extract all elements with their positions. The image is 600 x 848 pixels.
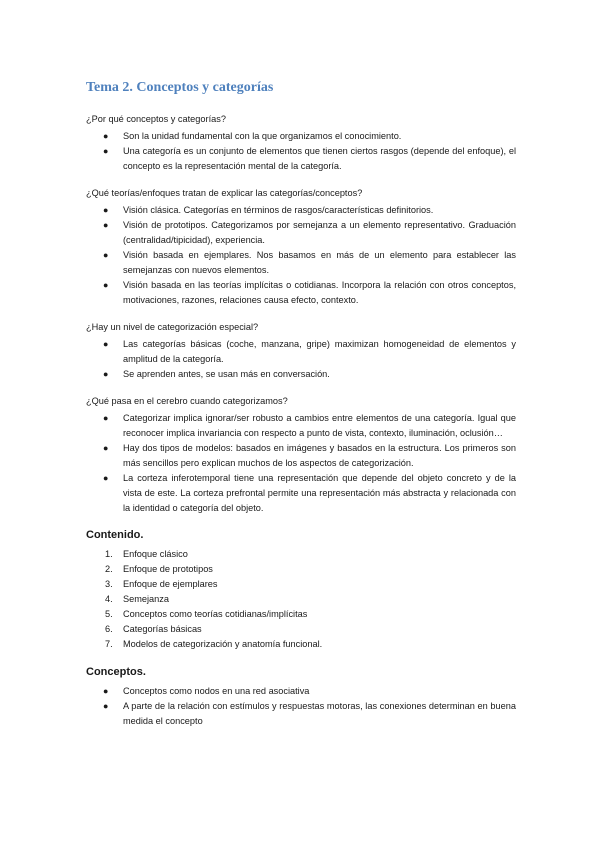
list-item: ● Categorizar implica ignorar/ser robusto a cambios entre elementos de una categoría. Igual que reconocer implica invariancia con respecto a punto de vista, contexto, iluminación, oclusión… [103,413,516,438]
list-item: ● Conceptos como nodos en una red asociativa [86,684,516,699]
list-item: ● Visión basada en ejemplares. Nos basamos en más de un elemento para establecer las semejanzas con nuevos elementos. [103,250,516,275]
bullet-icon: ● [103,473,109,483]
section-question: ¿Por qué conceptos y categorías? [86,114,226,124]
list-item: ● Las categorías básicas (coche, manzana, gripe) maximizan homogeneidad de elementos y amplitud de la categoría. [103,339,516,364]
list-item: 7. Modelos de categorización y anatomía funcional. [105,639,323,649]
section-4 [86,395,516,516]
section-question: ¿Qué pasa en el cerebro cuando categorizamos? [86,396,288,406]
list-item: ● La corteza inferotemporal tiene una representación que depende del objeto concreto y de la vista de este. La corteza prefrontal permite una representación más abstracta y relacionada con la identidad o categoría del objeto. [103,473,516,513]
section-3 [86,321,516,382]
list-item: ● Son la unidad fundamental con la que organizamos el conocimiento. [86,129,516,144]
section-question: ¿Hay un nivel de categorización especial? [86,322,259,332]
list-item: ● Visión basada en las teorías implícitas o cotidianas. Incorpora la relación con otros conceptos, motivaciones, razones, relaciones causa efecto, contexto. [103,280,516,305]
list-item: ● Una categoría es un conjunto de elementos que tienen ciertos rasgos (depende del enfoque), el concepto es la representación mental de la categoría. [103,146,516,171]
bullet-icon: ● [103,220,109,230]
list-item: ● Hay dos tipos de modelos: basados en imágenes y basados en la estructura. Los primeros son más sencillos pero explican muchos de los aspectos de categorización. [103,443,516,468]
bullet-icon: ● [103,146,109,156]
bullet-list [86,203,516,308]
bullet-icon: ● [103,443,109,453]
section-question: ¿Qué teorías/enfoques tratan de explicar las categorías/conceptos? [86,188,363,198]
bullet-icon: ● [103,250,109,260]
section-2 [86,187,516,308]
list-item: 1. Enfoque clásico [105,549,188,559]
contenido-section [86,529,516,652]
conceptos-heading: Conceptos. [86,666,146,678]
section-1 [86,113,516,174]
numbered-list [86,547,516,652]
bullet-list [86,337,516,382]
list-item: ● A parte de la relación con estímulos y respuestas motoras, las conexiones determinan en buena medida el concepto [103,701,516,726]
bullet-icon: ● [103,205,109,215]
list-item: ● Se aprenden antes, se usan más en conversación. [86,367,516,382]
bullet-icon: ● [103,339,109,349]
bullet-icon: ● [103,686,109,696]
list-item: 3. Enfoque de ejemplares [105,579,218,589]
bullet-list [86,129,516,174]
page-title: Tema 2. Conceptos y categorías [86,80,274,95]
list-item: ● Visión clásica. Categorías en términos de rasgos/características definitorios. [86,203,516,218]
list-item: ● Visión de prototipos. Categorizamos por semejanza a un elemento representativo. Graduación (centralidad/tipicidad), experiencia. [103,220,516,245]
bullet-list [86,411,516,516]
list-item: 4. Semejanza [105,594,169,604]
list-item: 6. Categorías básicas [105,624,202,634]
bullet-icon: ● [103,131,109,141]
bullet-list [86,684,516,729]
bullet-icon: ● [103,280,109,290]
contenido-heading: Contenido. [86,529,144,541]
bullet-icon: ● [103,369,109,379]
list-item: 5. Conceptos como teorías cotidianas/implícitas [105,609,308,619]
list-item: 2. Enfoque de prototipos [105,564,213,574]
bullet-icon: ● [103,701,109,711]
bullet-icon: ● [103,413,109,423]
conceptos-section [86,666,516,729]
